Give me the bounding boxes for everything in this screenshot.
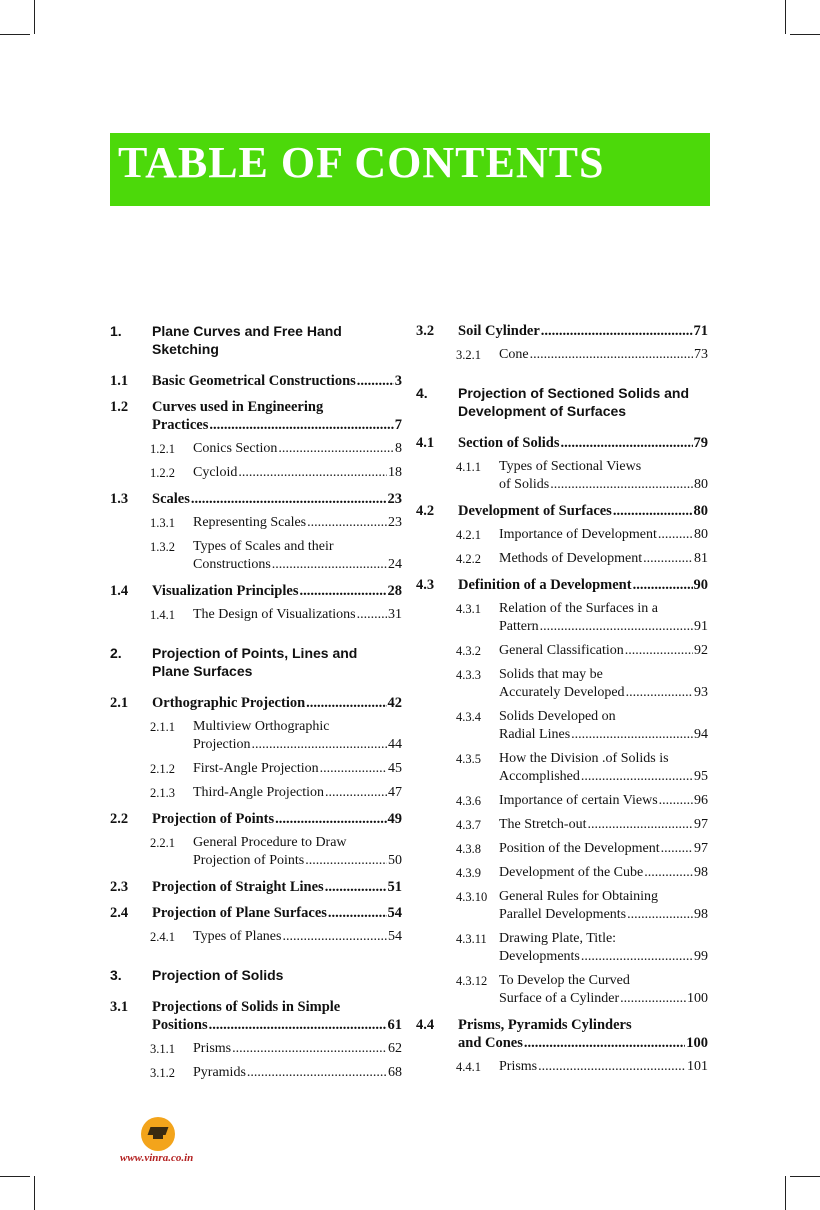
toc-entry-number: 4.3.9 — [456, 866, 481, 880]
toc-entry-4 — [416, 384, 708, 420]
toc-entry-number: 2.2 — [110, 811, 129, 827]
dot-leader — [613, 502, 693, 520]
toc-page-number: 97 — [694, 817, 708, 832]
toc-entry-title: Projection — [193, 737, 251, 752]
toc-left-column — [110, 322, 402, 1082]
toc-entry-title: Soil Cylinder — [458, 323, 540, 339]
toc-page-number: 50 — [388, 853, 402, 868]
toc-entry-1-2-2 — [110, 464, 402, 482]
toc-entry-title: Projection of Points — [193, 853, 305, 868]
toc-entry-4-3 — [416, 576, 708, 594]
toc-page-number: 51 — [387, 879, 402, 895]
toc-entry-4-2 — [416, 502, 708, 520]
page-title: TABLE OF CONTENTS — [110, 133, 710, 206]
toc-entry-number: 4.3.1 — [456, 602, 481, 616]
toc-entry-title: First-Angle Projection — [193, 761, 319, 776]
toc-entry-number: 4.2.1 — [456, 528, 481, 542]
dot-leader — [571, 726, 693, 744]
toc-entry-title: General Classification — [499, 643, 624, 658]
toc-entry-title: of Solids — [499, 477, 550, 492]
toc-page-number: 100 — [687, 991, 708, 1006]
toc-page-number: 80 — [694, 527, 708, 542]
toc-page-number: 28 — [387, 583, 402, 599]
toc-page-number: 61 — [387, 1017, 402, 1033]
toc-entry-number: 4.3.4 — [456, 710, 481, 724]
toc-entry-title: Importance of Development — [499, 527, 657, 542]
toc-page-number: 96 — [694, 793, 708, 808]
dot-leader — [325, 784, 387, 802]
toc-entry-number: 1.4.1 — [150, 608, 175, 622]
dot-leader — [357, 372, 394, 390]
toc-entry-number: 1.2.1 — [150, 442, 175, 456]
toc-entry-title: Positions — [152, 1017, 208, 1033]
toc-entry-number: 1.3.2 — [150, 540, 175, 554]
toc-page-number: 31 — [388, 607, 402, 622]
toc-entry-title: Section of Solids — [458, 435, 560, 451]
toc-entry-4-3-11 — [416, 930, 708, 966]
toc-page-number: 95 — [694, 769, 708, 784]
toc-entry-2 — [110, 644, 402, 680]
toc-page-number: 45 — [388, 761, 402, 776]
toc-entry-title: Prisms, Pyramids Cylinders — [458, 1017, 632, 1033]
toc-entry-title: General Procedure to Draw — [193, 835, 347, 850]
toc-entry-number: 3.1 — [110, 999, 129, 1015]
toc-entry-title: Scales — [152, 491, 190, 507]
toc-page-number: 54 — [387, 905, 402, 921]
toc-entry-number: 1.4 — [110, 583, 129, 599]
toc-page-number: 47 — [388, 785, 402, 800]
toc-entry-title: Developments — [499, 949, 580, 964]
toc-page-number: 94 — [694, 727, 708, 742]
toc-entry-title: Practices — [152, 417, 209, 433]
toc-entry-title: Projections of Solids in Simple — [152, 999, 341, 1015]
dot-leader — [252, 736, 387, 754]
toc-entry-number: 3.2.1 — [456, 348, 481, 362]
toc-entry-3 — [110, 966, 402, 984]
toc-entry-number: 4.3 — [416, 577, 435, 593]
toc-page-number: 54 — [388, 929, 402, 944]
dot-leader — [278, 440, 394, 458]
toc-page-number: 101 — [687, 1059, 708, 1074]
toc-entry-title: The Stretch-out — [499, 817, 587, 832]
toc-entry-title: Projection of Plane Surfaces — [152, 905, 327, 921]
dot-leader — [658, 526, 693, 544]
toc-page-number: 98 — [694, 865, 708, 880]
toc-entry-title: General Rules for Obtaining — [499, 889, 659, 904]
toc-page-number: 99 — [694, 949, 708, 964]
toc-page-number: 79 — [693, 435, 708, 451]
dot-leader — [541, 322, 693, 340]
dot-leader — [626, 684, 693, 702]
toc-entry-4-3-3 — [416, 666, 708, 702]
toc-entry-title: Position of the Development — [499, 841, 660, 856]
toc-entry-4-3-5 — [416, 750, 708, 786]
toc-page-number: 71 — [693, 323, 708, 339]
toc-entry-1-4 — [110, 582, 402, 600]
toc-entry-number: 1.2 — [110, 399, 129, 415]
dot-leader — [238, 464, 387, 482]
crop-mark — [785, 0, 786, 34]
toc-page-number: 68 — [388, 1065, 402, 1080]
toc-page-number: 8 — [395, 441, 402, 456]
toc-entry-4-3-6 — [416, 792, 708, 810]
toc-entry-number: 4.3.12 — [456, 974, 488, 988]
crop-mark — [785, 1176, 786, 1210]
toc-page-number: 80 — [693, 503, 708, 519]
toc-page-number: 3 — [394, 373, 402, 389]
toc-entry-4-1-1 — [416, 458, 708, 494]
toc-entry-title: Types of Scales and their — [193, 539, 334, 554]
toc-entry-title: Third-Angle Projection — [193, 785, 325, 800]
toc-entry-title: Projection of Straight Lines — [152, 879, 324, 895]
toc-entry-number: 4.4 — [416, 1017, 435, 1033]
publisher-logo-icon — [141, 1117, 175, 1151]
toc-entry-title: Sketching — [152, 341, 219, 357]
toc-entry-title: Projection of Points — [152, 811, 275, 827]
dot-leader — [307, 514, 387, 532]
toc-entry-title: Projection of Points, Lines and — [152, 645, 358, 661]
toc-entry-2-4 — [110, 904, 402, 922]
toc-page-number: 97 — [694, 841, 708, 856]
toc-entry-4-3-1 — [416, 600, 708, 636]
dot-leader — [320, 760, 387, 778]
crop-mark — [790, 1176, 820, 1177]
crop-mark — [34, 0, 35, 34]
toc-right-column — [416, 322, 708, 1076]
dot-leader — [209, 416, 393, 434]
toc-entry-number: 4.1 — [416, 435, 435, 451]
toc-entry-title: Development of Surfaces — [458, 503, 612, 519]
toc-entry-title: Orthographic Projection — [152, 695, 306, 711]
toc-entry-4-4 — [416, 1016, 708, 1052]
toc-entry-number: 3.1.1 — [150, 1042, 175, 1056]
crop-mark — [0, 34, 30, 35]
toc-page-number: 7 — [394, 417, 402, 433]
publisher-website: www.vinra.co.in — [120, 1152, 194, 1164]
toc-entry-4-3-8 — [416, 840, 708, 858]
toc-page-number: 90 — [693, 577, 708, 593]
toc-page-number: 92 — [694, 643, 708, 658]
toc-entry-number: 4.1.1 — [456, 460, 481, 474]
toc-entry-1-2 — [110, 398, 402, 434]
toc-entry-4-1 — [416, 434, 708, 452]
toc-page-number: 44 — [388, 737, 402, 752]
toc-entry-4-3-12 — [416, 972, 708, 1008]
toc-entry-number: 4.4.1 — [456, 1060, 481, 1074]
toc-entry-number: 4.3.10 — [456, 890, 488, 904]
dot-leader — [633, 576, 693, 594]
toc-entry-title: Multiview Orthographic — [193, 719, 330, 734]
dot-leader — [538, 1058, 686, 1076]
toc-entry-number: 1.1 — [110, 373, 129, 389]
dot-leader — [306, 694, 386, 712]
toc-entry-number: 3.2 — [416, 323, 435, 339]
toc-entry-title: Pattern — [499, 619, 539, 634]
toc-entry-title: Surface of a Cylinder — [499, 991, 620, 1006]
dot-leader — [643, 550, 693, 568]
toc-entry-number: 4.3.3 — [456, 668, 481, 682]
toc-entry-title: Development of the Cube — [499, 865, 644, 880]
toc-page-number: 24 — [388, 557, 402, 572]
toc-entry-number: 4.3.5 — [456, 752, 481, 766]
dot-leader — [299, 582, 386, 600]
toc-entry-3-1-1 — [110, 1040, 402, 1058]
toc-page-number: 23 — [388, 515, 402, 530]
toc-entry-title: Radial Lines — [499, 727, 571, 742]
toc-page-number: 49 — [387, 811, 402, 827]
dot-leader — [328, 904, 387, 922]
toc-entry-title: and Cones — [458, 1035, 523, 1051]
toc-entry-3-1 — [110, 998, 402, 1034]
toc-entry-4-3-7 — [416, 816, 708, 834]
toc-entry-title: The Design of Visualizations — [193, 607, 356, 622]
dot-leader — [625, 642, 693, 660]
toc-entry-2-1-1 — [110, 718, 402, 754]
toc-entry-title: Pyramids — [193, 1065, 246, 1080]
dot-leader — [357, 606, 387, 624]
toc-page-number: 81 — [694, 551, 708, 566]
toc-entry-title: Representing Scales — [193, 515, 307, 530]
toc-entry-title: Conics Section — [193, 441, 278, 456]
dot-leader — [524, 1034, 685, 1052]
toc-entry-number: 4.3.8 — [456, 842, 481, 856]
toc-entry-number: 2. — [110, 645, 122, 661]
toc-entry-2-4-1 — [110, 928, 402, 946]
dot-leader — [561, 434, 693, 452]
toc-page-number: 80 — [694, 477, 708, 492]
toc-entry-1-3-2 — [110, 538, 402, 574]
toc-entry-4-3-10 — [416, 888, 708, 924]
toc-entry-2-2-1 — [110, 834, 402, 870]
toc-entry-4-3-2 — [416, 642, 708, 660]
toc-entry-title: Types of Sectional Views — [499, 459, 642, 474]
toc-entry-title: To Develop the Curved — [499, 973, 630, 988]
dot-leader — [620, 990, 686, 1008]
toc-entry-number: 1. — [110, 323, 122, 339]
toc-entry-title: Accurately Developed — [499, 685, 625, 700]
toc-entry-number: 4.2 — [416, 503, 435, 519]
dot-leader — [325, 878, 387, 896]
dot-leader — [305, 852, 387, 870]
toc-entry-number: 2.3 — [110, 879, 129, 895]
toc-entry-title: Development of Surfaces — [458, 403, 627, 419]
dot-leader — [247, 1064, 387, 1082]
toc-page-number: 91 — [694, 619, 708, 634]
toc-entry-title: Definition of a Development — [458, 577, 632, 593]
dot-leader — [661, 840, 693, 858]
toc-entry-title: Parallel Developments — [499, 907, 627, 922]
toc-entry-number: 2.4 — [110, 905, 129, 921]
toc-entry-number: 4.2.2 — [456, 552, 481, 566]
dot-leader — [540, 618, 693, 636]
toc-entry-2-2 — [110, 810, 402, 828]
dot-leader — [232, 1040, 387, 1058]
toc-entry-number: 2.4.1 — [150, 930, 175, 944]
toc-entry-title: Methods of Development — [499, 551, 643, 566]
toc-entry-title: Prisms — [193, 1041, 232, 1056]
toc-entry-number: 4.3.11 — [456, 932, 487, 946]
toc-page-number: 73 — [694, 347, 708, 362]
toc-entry-number: 2.1.2 — [150, 762, 175, 776]
toc-entry-title: Projection of Sectioned Solids and — [458, 385, 690, 401]
toc-page-number: 62 — [388, 1041, 402, 1056]
toc-entry-title: Plane Curves and Free Hand — [152, 323, 342, 339]
toc-entry-title: Drawing Plate, Title: — [499, 931, 617, 946]
toc-entry-title: Constructions — [193, 557, 271, 572]
toc-entry-number: 4. — [416, 385, 428, 401]
crop-mark — [0, 1176, 30, 1177]
toc-entry-title: Cycloid — [193, 465, 238, 480]
toc-entry-number: 1.3.1 — [150, 516, 175, 530]
toc-entry-title: Types of Planes — [193, 929, 282, 944]
toc-entry-title: Importance of certain Views — [499, 793, 658, 808]
toc-entry-2-1-3 — [110, 784, 402, 802]
dot-leader — [530, 346, 693, 364]
toc-entry-title: Relation of the Surfaces in a — [499, 601, 659, 616]
dot-leader — [644, 864, 693, 882]
toc-entry-number: 4.3.2 — [456, 644, 481, 658]
dot-leader — [275, 810, 386, 828]
toc-entry-1-1 — [110, 372, 402, 390]
toc-entry-title: How the Division .of Solids is — [499, 751, 669, 766]
toc-entry-1-4-1 — [110, 606, 402, 624]
toc-entry-title: Curves used in Engineering — [152, 399, 324, 415]
toc-entry-title: Prisms — [499, 1059, 538, 1074]
toc-entry-title: Plane Surfaces — [152, 663, 253, 679]
toc-entry-2-1 — [110, 694, 402, 712]
toc-entry-title: Projection of Solids — [152, 967, 284, 983]
toc-entry-3-2 — [416, 322, 708, 340]
toc-entry-3-1-2 — [110, 1064, 402, 1082]
toc-page-number: 98 — [694, 907, 708, 922]
toc-entry-4-2-1 — [416, 526, 708, 544]
toc-entry-number: 2.2.1 — [150, 836, 175, 850]
toc-entry-title: Basic Geometrical Constructions — [152, 373, 356, 389]
toc-entry-2-1-2 — [110, 760, 402, 778]
toc-entry-number: 2.1.1 — [150, 720, 175, 734]
toc-entry-number: 3.1.2 — [150, 1066, 175, 1080]
toc-entry-number: 1.2.2 — [150, 466, 175, 480]
toc-entry-4-3-4 — [416, 708, 708, 744]
toc-entry-3-2-1 — [416, 346, 708, 364]
toc-entry-number: 2.1 — [110, 695, 129, 711]
toc-entry-number: 4.3.6 — [456, 794, 481, 808]
toc-page-number: 18 — [388, 465, 402, 480]
toc-entry-title: Cone — [499, 347, 529, 362]
dot-leader — [191, 490, 387, 508]
dot-leader — [550, 476, 693, 494]
crop-mark — [34, 1176, 35, 1210]
toc-entry-2-3 — [110, 878, 402, 896]
toc-page-number: 23 — [387, 491, 402, 507]
dot-leader — [209, 1016, 387, 1034]
toc-entry-number: 2.1.3 — [150, 786, 175, 800]
toc-entry-4-2-2 — [416, 550, 708, 568]
toc-entry-title: Visualization Principles — [152, 583, 299, 599]
toc-entry-1-2-1 — [110, 440, 402, 458]
toc-entry-1-3-1 — [110, 514, 402, 532]
toc-page-number: 42 — [387, 695, 402, 711]
toc-page-number: 93 — [694, 685, 708, 700]
dot-leader — [272, 556, 387, 574]
toc-entry-title: Accomplished — [499, 769, 580, 784]
toc-entry-title: Solids that may be — [499, 667, 603, 682]
toc-entry-1-3 — [110, 490, 402, 508]
toc-entry-number: 3. — [110, 967, 122, 983]
toc-page-number: 100 — [686, 1035, 708, 1051]
dot-leader — [627, 906, 693, 924]
toc-entry-number: 1.3 — [110, 491, 129, 507]
toc-entry-4-3-9 — [416, 864, 708, 882]
toc-entry-title: Solids Developed on — [499, 709, 616, 724]
crop-mark — [790, 34, 820, 35]
dot-leader — [581, 768, 693, 786]
dot-leader — [659, 792, 693, 810]
dot-leader — [282, 928, 387, 946]
dot-leader — [581, 948, 693, 966]
toc-entry-number: 4.3.7 — [456, 818, 481, 832]
toc-entry-1 — [110, 322, 402, 358]
dot-leader — [587, 816, 693, 834]
toc-entry-4-4-1 — [416, 1058, 708, 1076]
